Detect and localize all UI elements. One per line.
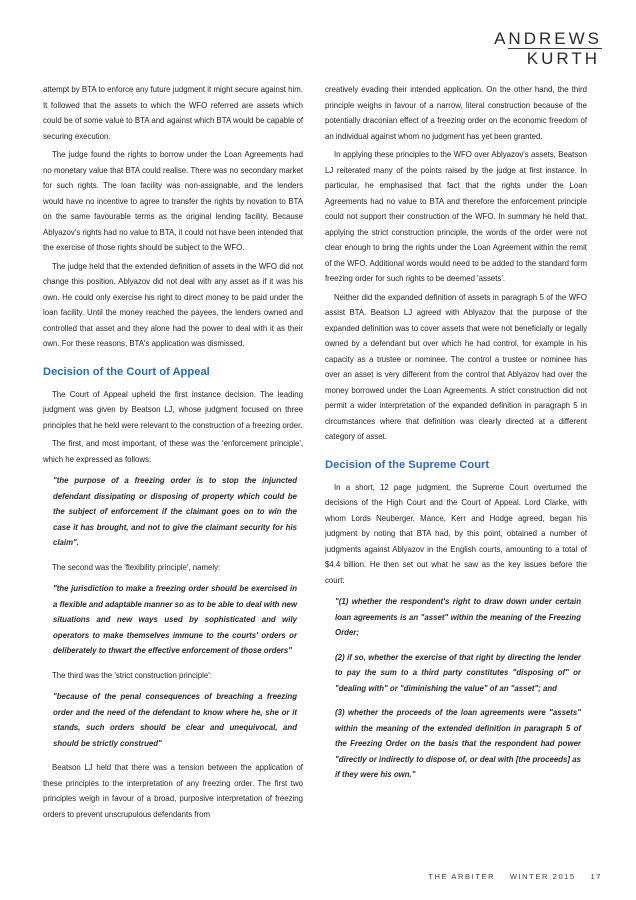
paragraph: The Court of Appeal upheld the first instance decision. The leading judgment was given by Beatson LJ, whose judgment focused on three principles that he held were relevant to the construction of a freezing order. — [43, 389, 303, 430]
section-heading-supreme-court: Decision of the Supreme Court — [325, 458, 490, 471]
paragraph: attempt by BTA to enforce any future judgment it might secure against him. It followed that the assets to which the WFO referred are assets which could be of some value to BTA and against which BTA would be capable of securing execution. — [43, 85, 303, 141]
left-column — [43, 82, 303, 825]
paragraph: The first, and most important, of these was the 'enforcement principle', which he expressed as follows: — [43, 439, 303, 464]
section-heading-court-of-appeal: Decision of the Court of Appeal — [43, 365, 210, 378]
paragraph: Neither did the expanded definition of assets in paragraph 5 of the WFO assist BTA. Beatson LJ agreed with Ablyazov that the purpose of the expanded definition was to cover assets that were not beneficially or legally owned by a defendant but over which he had control, for example in his capacity as a trustee or nominee. The control a trustee or nominee has over an asset is very different from the control that Ablyazov had over the money borrowed under the Loan Agreements. A strict construction did not permit a wider interpretation of the expanded definition in paragraph 5 in circumstances where that definition was clearly directed at a different category of asset. — [325, 292, 587, 441]
logo-line-1: ANDREWS — [494, 29, 602, 48]
block-quote: (3) whether the proceeds of the loan agreements were "assets" within the meaning of the extended definition in paragraph 5 of the Freezing Order on the basis that the respondent had power "directly or indirectly to dispose of, or deal with [the proceeds] as if they were his own." — [335, 708, 581, 779]
footer-issue: WINTER 2015 — [509, 872, 576, 881]
page-footer — [417, 872, 602, 881]
paragraph: Beatson LJ held that there was a tension between the application of these principles to the interpretation of any freezing order. The first two principles weigh in favour of a broad, purposive interpretation of freezing orders to prevent unscrupulous defendants from — [43, 763, 303, 819]
block-quote: "(1) whether the respondent's right to draw down under certain loan agreements is an "asset" within the meaning of the Freezing Order; — [335, 597, 581, 637]
paragraph: creatively evading their intended application. On the other hand, the third principle weighs in favour of a narrow, literal construction because of the potentially draconian effect of a freezing order on the economic freedom of an individual against whom no judgment has yet been granted. — [325, 85, 587, 141]
block-quote: "the jurisdiction to make a freezing order should be exercised in a flexible and adaptable manner so as to be able to deal with new situations and new ways used by sophisticated and wily operators to make themselves immune to the courts' orders or deliberately to thwart the effective enforcement of those orders" — [53, 584, 297, 655]
paragraph: The third was the 'strict construction principle': — [52, 670, 212, 680]
right-column — [325, 82, 587, 792]
paragraph: In applying these principles to the WFO over Ablyazov's assets, Beatson LJ reiterated many of the points raised by the judge at first instance. In particular, he emphasised that fact that the rights under the Loan Agreements had no value to BTA and therefore the enforcement principle could not support their construction of the WFO. In summary he held that, applying the strict construction principle, the words of the order were not clear enough to bring the rights under the Loan Agreement within the remit of the WFO. Additional words would need to be added to the standard form freezing order for such rights to be deemed 'assets'. — [325, 150, 587, 283]
logo-line-2: KURTH — [526, 49, 600, 68]
paragraph: The second was the 'flexibility principle', namely: — [52, 562, 221, 572]
paragraph: In a short, 12 page judgment, the Supreme Court overturned the decisions of the High Court and the Court of Appeal. Lord Clarke, with whom Lords Neuberger, Mance, Kerr and Hodge agreed, began his judgment by noting that BTA had, by this point, obtained a number of judgments against Ablyazov in the English courts, amounting to a total of $4.4 billion. He then set out what he saw as the key issues before the court: — [325, 482, 587, 585]
paragraph: The judge held that the extended definition of assets in the WFO did not change this position. Ablyazov did not deal with any asset as if it was his own. He could only exercise his right to direct money to be paid under the loan facility. Until the money reached the payees, the lenders owned and controlled that asset and they alone had the power to deal with it as their own. For these reasons, BTA's application was dismissed. — [43, 261, 303, 348]
footer-publication: THE ARBITER — [428, 872, 496, 881]
andrews-kurth-logo — [494, 30, 602, 67]
paragraph: The judge found the rights to borrow under the Loan Agreements had no monetary value that BTA could realise. There was no secondary market for such rights. The loan facility was non-assignable, and the lenders would have no incentive to agree to transfer the rights by novation to BTA on the same favourable terms as the original lending facility. Because Ablyazov's rights had no value to BTA, it could not have been intended that the exercise of those rights should be subject to the WFO. — [43, 150, 303, 252]
page-number: 17 — [590, 872, 602, 881]
block-quote: (2) if so, whether the exercise of that right by directing the lender to pay the sum to a third party constitutes "disposing of" or "dealing with" or "diminishing the value" of an "asset"; and — [335, 652, 581, 693]
block-quote: "because of the penal consequences of breaching a freezing order and the need of the defendant to know where he, she or it stands, such orders should be clear and unequivocal, and should be strictly construed" — [53, 692, 297, 748]
block-quote: "the purpose of a freezing order is to stop the injuncted defendant dissipating or disposing of property which could be the subject of enforcement if the claimant goes on to win the case it has brought, and not to give the claimant security for his claim". — [53, 476, 297, 547]
